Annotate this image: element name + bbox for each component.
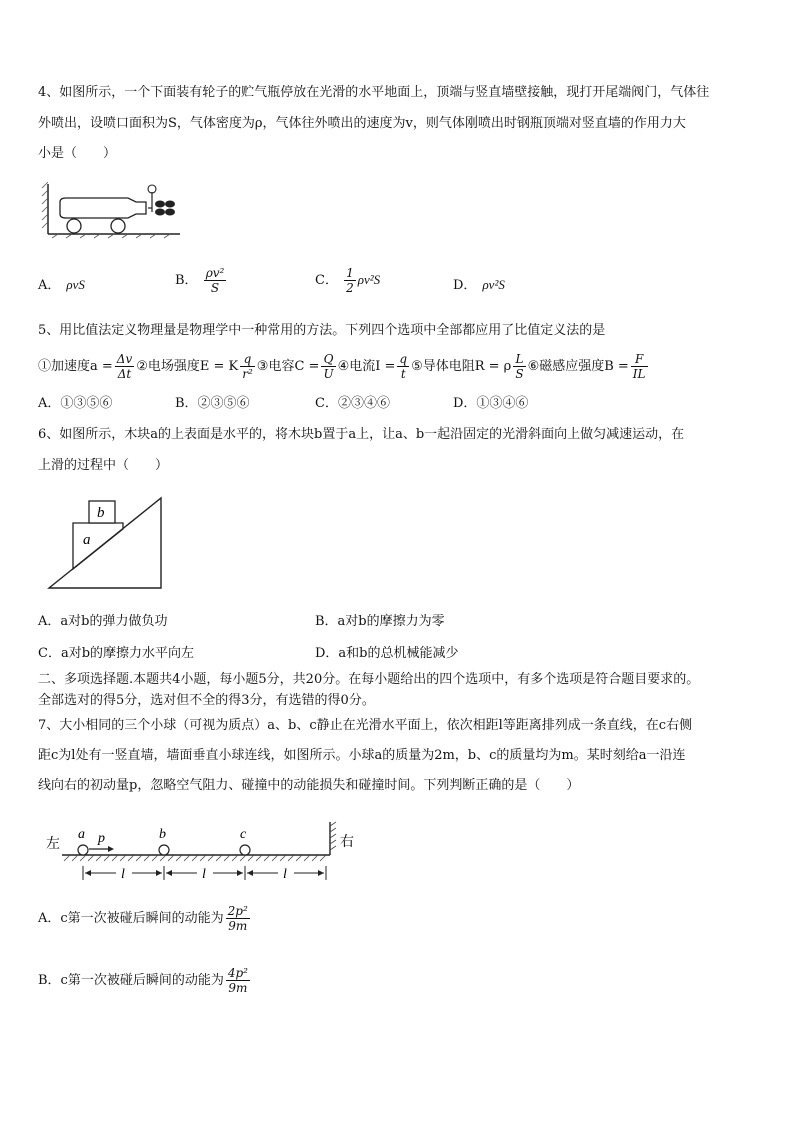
q5-def1-num: Δv <box>116 352 133 366</box>
section2-line2: 全部选对的得5分，选对但不全的得3分，有选错的得0分。 <box>38 693 375 708</box>
q5-def2-den: r² <box>242 367 253 381</box>
q5-def3-den: U <box>323 367 334 381</box>
q4-option-c-den: 2 <box>346 281 354 295</box>
q5-def5-den: S <box>515 367 524 381</box>
q4-option-b-label: B． <box>175 273 198 288</box>
q4-option-c-label: C． <box>315 273 338 288</box>
q5-def6-num: F <box>631 352 648 367</box>
q7-fig-left-label: 左 <box>46 837 60 852</box>
q6-line2: 上滑的过程中（ ） <box>38 458 169 473</box>
q5-option-a: A．①③⑤⑥ <box>38 396 113 411</box>
q4-option-b-den: S <box>210 281 220 295</box>
q5-def3-fraction <box>321 352 335 381</box>
q5-def4-fraction <box>397 352 409 381</box>
q5-def1-den: Δt <box>117 367 132 381</box>
q4-gas-cylinder-figure <box>40 180 190 240</box>
q6-line1: 6、如图所示，木块a的上表面是水平的，将木块b置于a上，让a、b一起沿固定的光滑斜面向上做匀减速运动，在 <box>38 427 685 442</box>
q7-fig-label-c: c <box>240 827 247 842</box>
q5-def2-label: ②电场强度E = K <box>136 359 239 374</box>
q6-fig-label-b: b <box>97 505 105 521</box>
q7-fig-label-b: b <box>159 827 166 842</box>
q7-option-b-text: B．c第一次被碰后瞬间的动能为 <box>38 973 224 988</box>
q5-def6-label: ⑥磁感应强度B = <box>527 359 629 374</box>
q4-line3: 小是（ ） <box>38 146 117 161</box>
q4-option-c-num: 1 <box>346 266 354 280</box>
q4-option-b-fraction <box>204 266 227 295</box>
q5-def5-label: ⑤导体电阻R = ρ <box>411 359 512 374</box>
q5-def5-fraction <box>513 352 525 381</box>
q5-def1-label: ①加速度a = <box>38 359 113 374</box>
q5-def4-label: ④电流I = <box>337 359 396 374</box>
q7-option-a <box>38 900 252 938</box>
q6-option-b: B．a对b的摩擦力为零 <box>315 614 445 629</box>
q7-option-a-den: 9m <box>228 919 248 933</box>
q5-def2-num: q <box>240 352 255 367</box>
q5-def6-den: IL <box>632 367 646 381</box>
q5-def3-label: ③电容C = <box>256 359 320 374</box>
q5-def4-den: t <box>400 367 406 381</box>
q5-def2-fraction <box>240 352 255 381</box>
q4-option-a <box>38 276 85 295</box>
q7-line1: 7、大小相同的三个小球（可视为质点）a、b、c静止在光滑水平面上，依次相距l等距离排列成一条直线，在c右侧 <box>38 718 693 733</box>
q4-option-c-rest: ρv²S <box>357 272 381 287</box>
q5-def6-fraction <box>631 352 648 381</box>
q4-option-d <box>453 276 505 295</box>
q4-option-a-expr: ρvS <box>66 277 85 292</box>
q5-def3-num: Q <box>321 352 335 367</box>
q7-fig-label-l3: l <box>283 867 287 882</box>
q4-option-b-num: ρv² <box>205 266 225 280</box>
q6-incline-figure <box>45 496 170 592</box>
q7-option-a-text: A．c第一次被碰后瞬间的动能为 <box>38 911 224 926</box>
q5-def5-num: L <box>513 352 525 367</box>
q4-option-d-label: D． <box>453 278 477 293</box>
q7-fig-right-label: 右 <box>340 835 354 850</box>
q5-def1-fraction <box>115 352 134 381</box>
q5-option-b: B．②③⑤⑥ <box>175 396 250 411</box>
q7-fig-label-p: p <box>98 831 105 846</box>
q5-option-c: C．②③④⑥ <box>315 396 390 411</box>
q7-fig-label-l1: l <box>121 867 125 882</box>
q7-option-a-fraction <box>226 904 250 933</box>
q7-fig-label-a: a <box>78 827 85 842</box>
q7-fig-label-l2: l <box>202 867 206 882</box>
q4-option-b <box>175 266 228 295</box>
q6-fig-label-a: a <box>83 532 91 548</box>
q7-option-b-den: 9m <box>228 981 248 995</box>
q7-line2: 距c为l处有一竖直墙，墙面垂直小球连线，如图所示。小球a的质量为2m，b、c的质量均为m。某时刻给a一沿连 <box>38 748 686 763</box>
q6-option-d: D．a和b的总机械能减少 <box>315 646 459 661</box>
q7-option-a-num: 2p² <box>227 904 248 918</box>
q4-option-d-expr: ρv²S <box>482 277 505 292</box>
q7-option-b-fraction <box>226 966 250 995</box>
q6-option-a: A．a对b的弹力做负功 <box>38 614 168 629</box>
q7-balls-wall-figure <box>40 818 370 886</box>
q5-line1: 5、用比值法定义物理量是物理学中一种常用的方法。下列四个选项中全部都应用了比值定义法的是 <box>38 323 606 338</box>
q4-option-c <box>315 266 380 295</box>
q7-option-b <box>38 962 252 1000</box>
q4-line2: 外喷出，设喷口面积为S，气体密度为ρ，气体往外喷出的速度为v，则气体刚喷出时钢瓶顶端对竖直墙的作用力大 <box>38 116 686 131</box>
q5-option-d: D．①③④⑥ <box>453 396 529 411</box>
section2-line1: 二、多项选择题.本题共4小题，每小题5分，共20分。在每小题给出的四个选项中，有多个选项是符合题目要求的。 <box>38 672 700 687</box>
q4-option-a-label: A． <box>38 278 61 293</box>
q7-option-b-num: 4p² <box>227 966 248 980</box>
q4-line1: 4、如图所示，一个下面装有轮子的贮气瓶停放在光滑的水平地面上，顶端与竖直墙壁接触，现打开尾端阀门，气体往 <box>38 85 710 100</box>
q6-option-c: C．a对b的摩擦力水平向左 <box>38 646 195 661</box>
q4-option-c-fraction <box>344 266 356 295</box>
q5-definitions <box>38 348 650 386</box>
q7-line3: 线向右的初动量p，忽略空气阻力、碰撞中的动能损失和碰撞时间。下列判断正确的是（ ） <box>38 778 580 793</box>
q5-def4-num: q <box>399 352 408 366</box>
